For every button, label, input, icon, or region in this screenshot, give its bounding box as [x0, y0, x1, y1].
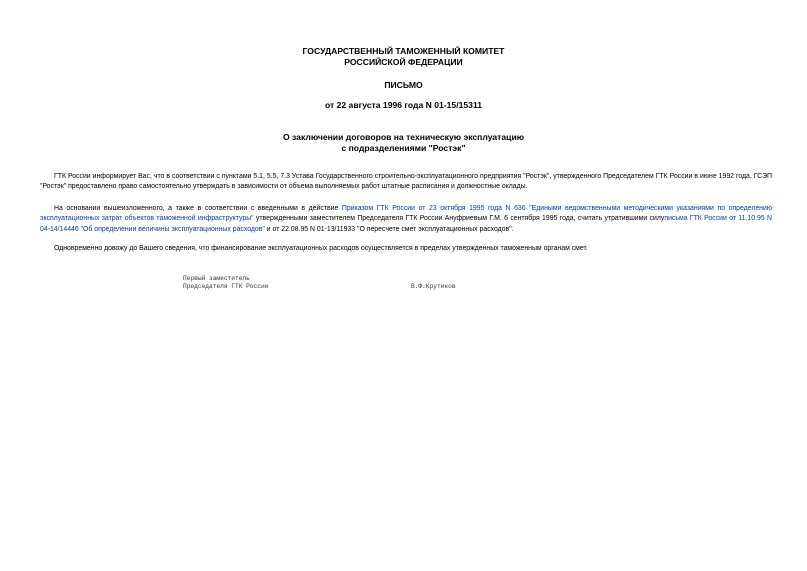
subject-line-1: О заключении договоров на техническую эксплуатацию	[282, 132, 525, 142]
paragraph-1: ГТК России информирует Вас, что в соответствии с пунктами 5.1, 5.5, 7.3 Устава Государственного строительно-эксплуатационного предприятия "Ростэк", утвержденного Председателем ГТК России в июне 1992 года, ГСЭП "Ростэк" предоставлено право самостоятельно утверждать в зависимости от объема выполняемых работ штатные расписания и должностные оклады.	[40, 173, 772, 191]
document-date-number: от 22 августа 1996 года N 01-15/15311	[324, 100, 483, 110]
letter-04-14-14446-link[interactable]: письма ГТК России от 11.10.95 N 04-14/14446 "Об определении величины эксплуатационных расходов"	[40, 215, 772, 233]
paragraph-3: Одновременно довожу до Вашего сведения, что финансирование эксплуатационных расходов осуществляется в пределах утвержденных таможенным органам смет.	[54, 245, 588, 252]
paragraph-2-text-start: На основании вышеизложенного, а также в соответствии с введенными в действие	[54, 205, 342, 212]
org-line-2: РОССИЙСКОЙ ФЕДЕРАЦИИ	[344, 57, 463, 67]
signatory-name: В.Ф.Крутиков	[411, 283, 456, 290]
document-subject	[0, 132, 807, 154]
issuing-organization	[0, 46, 807, 68]
order-636-link[interactable]: Приказом ГТК России от 23 октября 1995 года N 636 "Едиными ведомственными методическими указаниями по определению эксплуатационных затрат объектов таможенной инфраструктуры"	[40, 205, 772, 223]
paragraph-2-text-end: и от 22.08.95 N 01-13/11933 "О пересчете смет эксплуатационных расходов".	[264, 225, 514, 233]
signatory-title-line-2: Председателя ГТК России	[183, 283, 269, 290]
subject-line-2: с подразделениями "Ростэк"	[341, 143, 466, 153]
paragraph-2-text-middle: утвержденными заместителем Председателя ГТК России Ануфриевым Г.М. 6 сентября 1995 года, считать утратившими силу	[253, 215, 665, 223]
signatory-title-line-1: Первый заместитель	[183, 275, 250, 282]
paragraph-2	[40, 204, 772, 235]
org-line-1: ГОСУДАРСТВЕННЫЙ ТАМОЖЕННЫЙ КОМИТЕТ	[302, 46, 505, 56]
document-type: ПИСЬМО	[384, 80, 423, 90]
